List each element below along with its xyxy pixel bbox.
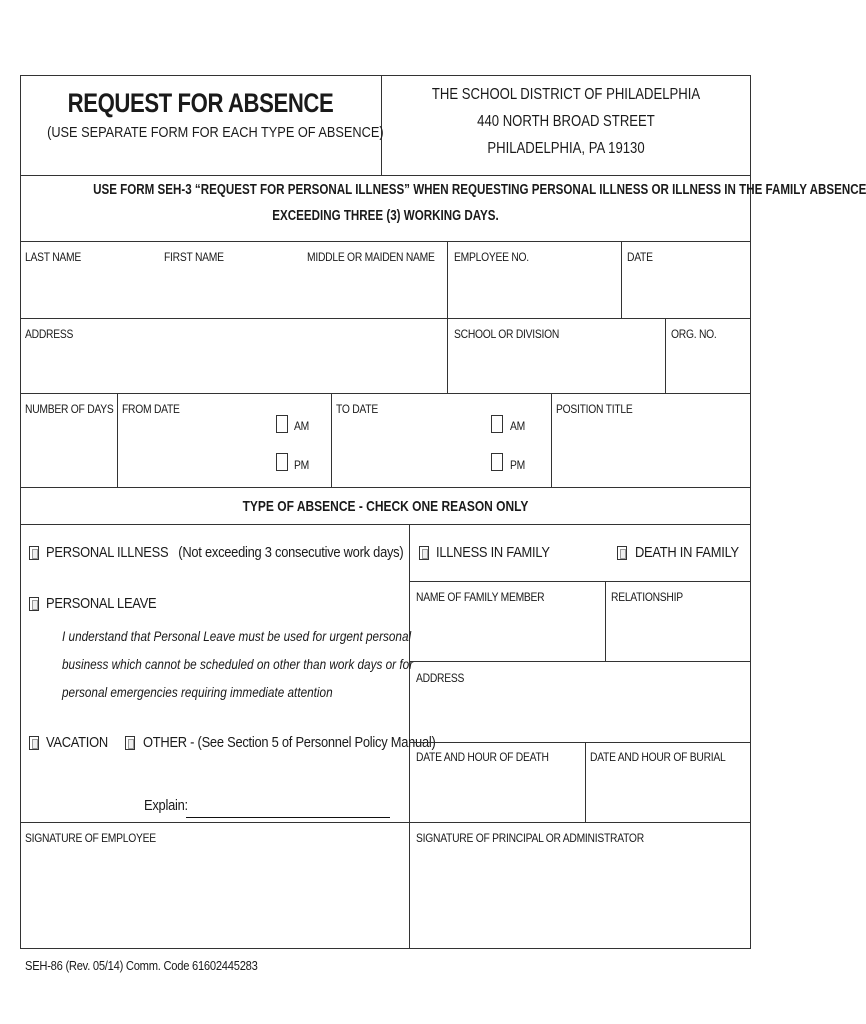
form-subtitle: (USE SEPARATE FORM FOR EACH TYPE OF ABSENCE) [47, 124, 384, 141]
date-input[interactable] [622, 266, 750, 316]
from-am-checkbox[interactable] [276, 415, 288, 433]
school-division-label: SCHOOL OR DIVISION [454, 327, 560, 341]
principal-signature-input[interactable] [411, 848, 750, 947]
personal-illness-note: (Not exceeding 3 consecutive work days) [178, 544, 404, 561]
family-mid-line [409, 661, 751, 662]
other-label: OTHER - (See Section 5 of Personnel Policy Manual) [143, 734, 436, 751]
school-division-input[interactable] [448, 344, 664, 392]
date-hour-death-input[interactable] [411, 768, 584, 820]
org-name: THE SCHOOL DISTRICT OF PHILADELPHIA [431, 86, 701, 103]
to-date-label: TO DATE [336, 402, 378, 416]
illness-family-checkbox[interactable] [419, 546, 429, 560]
employee-no-input[interactable] [448, 266, 620, 316]
notice-line-1: USE FORM SEH-3 “REQUEST FOR PERSONAL ILLNESS” WHEN REQUESTING PERSONAL ILLNESS OR ILLNESS IN THE FAMILY ABSENCE [93, 182, 866, 198]
notice-line-2: EXCEEDING THREE (3) WORKING DAYS. [272, 208, 499, 224]
number-of-days-label: NUMBER OF DAYS [25, 402, 114, 416]
employee-signature-input[interactable] [21, 848, 407, 947]
to-am-label: AM [510, 419, 525, 433]
explain-line[interactable] [186, 817, 390, 818]
org-no-input[interactable] [666, 344, 750, 392]
personal-leave-note-3: personal emergencies requiring immediate attention [62, 684, 333, 700]
from-pm-label: PM [294, 458, 309, 472]
last-name-label: LAST NAME [25, 250, 81, 264]
row1-bottom-line [20, 318, 751, 319]
vacation-checkbox[interactable] [29, 736, 39, 750]
personal-leave-note-1: I understand that Personal Leave must be used for urgent personal [62, 628, 412, 644]
org-street: 440 NORTH BROAD STREET [477, 113, 655, 130]
illness-family-label: ILLNESS IN FAMILY [436, 544, 550, 561]
family-member-label: NAME OF FAMILY MEMBER [416, 590, 545, 604]
form-code: SEH-86 (Rev. 05/14) Comm. Code 61602445283 [25, 958, 258, 973]
from-date-label: FROM DATE [122, 402, 180, 416]
family-address-label: ADDRESS [416, 671, 465, 685]
row2-bottom-line [20, 393, 751, 394]
personal-leave-note-2: business which cannot be scheduled on other than work days or for [62, 656, 414, 672]
vacation-label: VACATION [46, 734, 108, 751]
relationship-input[interactable] [607, 606, 750, 659]
death-family-label: DEATH IN FAMILY [635, 544, 739, 561]
name-input-area[interactable] [21, 266, 446, 316]
employee-no-label: EMPLOYEE NO. [454, 250, 529, 264]
personal-illness-label [46, 544, 403, 561]
relationship-label: RELATIONSHIP [611, 590, 683, 604]
org-city: PHILADELPHIA, PA 19130 [487, 140, 645, 157]
principal-signature-label: SIGNATURE OF PRINCIPAL OR ADMINISTRATOR [416, 831, 644, 845]
to-date-input[interactable] [333, 420, 483, 484]
family-top-line [409, 581, 751, 582]
other-checkbox[interactable] [125, 736, 135, 750]
middle-name-label: MIDDLE OR MAIDEN NAME [307, 250, 435, 264]
signature-top-line [20, 822, 751, 823]
heading-bottom-line [20, 524, 751, 525]
notice-bottom-line [20, 241, 751, 242]
from-pm-checkbox[interactable] [276, 453, 288, 471]
employee-signature-label: SIGNATURE OF EMPLOYEE [25, 831, 156, 845]
to-position-divider [551, 393, 552, 487]
personal-illness-text: PERSONAL ILLNESS [46, 544, 169, 561]
to-pm-checkbox[interactable] [491, 453, 503, 471]
days-from-divider [117, 393, 118, 487]
number-of-days-input[interactable] [21, 420, 116, 484]
death-family-checkbox[interactable] [617, 546, 627, 560]
to-pm-label: PM [510, 458, 525, 472]
explain-label: Explain: [144, 797, 188, 814]
from-date-input[interactable] [119, 420, 269, 484]
family-address-input[interactable] [411, 688, 750, 740]
personal-illness-checkbox[interactable] [29, 546, 39, 560]
row3-bottom-line [20, 487, 751, 488]
family-member-input[interactable] [411, 606, 604, 659]
header-bottom-line [20, 175, 751, 176]
org-no-label: ORG. NO. [671, 327, 717, 341]
position-title-label: POSITION TITLE [556, 402, 633, 416]
personal-leave-checkbox[interactable] [29, 597, 39, 611]
position-title-input[interactable] [553, 420, 750, 484]
from-am-label: AM [294, 419, 309, 433]
to-am-checkbox[interactable] [491, 415, 503, 433]
family-address-bottom-line [409, 742, 751, 743]
date-hour-death-label: DATE AND HOUR OF DEATH [416, 750, 549, 764]
first-name-label: FIRST NAME [164, 250, 224, 264]
date-hour-burial-input[interactable] [587, 768, 750, 820]
date-label: DATE [627, 250, 653, 264]
form-title: REQUEST FOR ABSENCE [67, 88, 334, 118]
absence-type-heading: TYPE OF ABSENCE - CHECK ONE REASON ONLY [242, 498, 529, 515]
personal-leave-label: PERSONAL LEAVE [46, 595, 157, 612]
from-to-divider [331, 393, 332, 487]
address-input[interactable] [21, 344, 446, 392]
member-relationship-divider [605, 581, 606, 661]
date-hour-burial-label: DATE AND HOUR OF BURIAL [590, 750, 726, 764]
death-burial-divider [585, 742, 586, 822]
address-label: ADDRESS [25, 327, 74, 341]
